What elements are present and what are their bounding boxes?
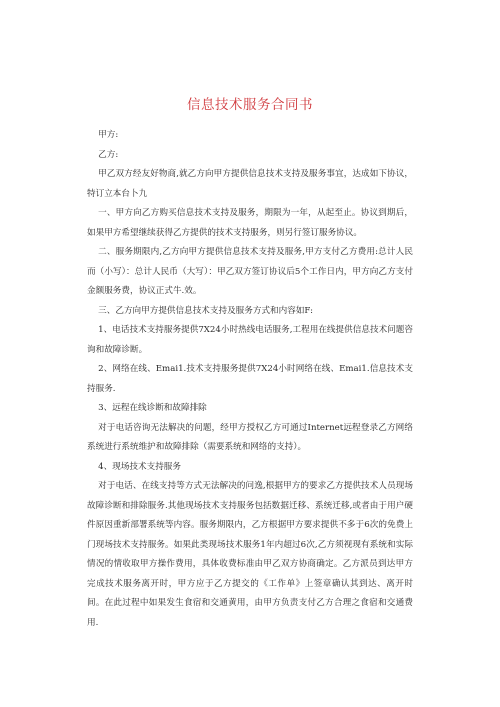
clause-1-paragraph: 一、甲方向乙方购买信息技术支持及服务，期限为一年，从起至止。协议到期后，如果甲方希望继续获得乙方提供的技术支持服务，则另行签订服务协议。 [87, 208, 413, 238]
party-b-line: 乙方: [98, 149, 119, 160]
clause-3-heading: 三、乙方向甲方提供信息技术支持及服务方式和内容如F: [98, 305, 313, 316]
item-1-paragraph: 1、电话技术支持服务提供7X24小时热线电话服务,工程用在线提供信息技术问题咨询和故障诊断。 [87, 325, 413, 355]
item-4-paragraph: 对于电话、在线支持等方式无法解决的问逸,根据甲方的要求乙方提供技术人员现场故障诊断和排除服务.其他现场技术支持服务包括数据迁移、系统迁移,或者由于用户硬件原因重新部署系统等内容。服务期限内，乙方根据甲方要求提供不多于6次的免费上门现场技术支持服务。如果此类现场技术服务1年内超过6次,乙方须视现有系统和实际情况的情收取甲方操作费用，具体收费标准由甲乙双方协商确定。乙方派员到达甲方完成技术服务离开时，甲方应于乙方提交的《工作单》上签章确认其到达、离开时间。在此过程中如果发生食宿和交通黄用，由甲方负责支付乙方合理之食宿和交通费用. [87, 481, 413, 628]
preamble-paragraph: 甲乙双方经友好物商,就乙方向甲方提供信息技术支持及服务事宜，达成如下协议，特订立本台卜九 [87, 169, 413, 199]
party-a-line: 甲方: [98, 130, 119, 140]
clause-2-paragraph: 二、服务期限内,乙方向甲方提供信息技术支持及服务,甲方支付乙方费用:总计人民而（小写）：总计人民币（大写）：甲乙双方签订协议后5个工作日内，甲方向乙方支付金额服务费，协议正式牛.效。 [87, 247, 413, 296]
document-body [87, 126, 413, 633]
item-4-heading: 4、现场技术支持服务 [98, 461, 181, 472]
item-3-heading: 3、远程在线诊断和故障排除 [98, 403, 207, 413]
item-3-paragraph: 对于电话咨询无法解决的问题，经甲方授权乙方可通过Internet远程登录乙方网络系统进行系统维护和故障排除（需要系统和网络的支持）。 [87, 422, 413, 452]
document-title: 信息技术服务合同书 [187, 97, 313, 113]
item-2-paragraph: 2、网络在线、Emai1.技术支持服务提供7X24小时网络在线、Emai1.信息技术支持服务. [87, 364, 413, 394]
